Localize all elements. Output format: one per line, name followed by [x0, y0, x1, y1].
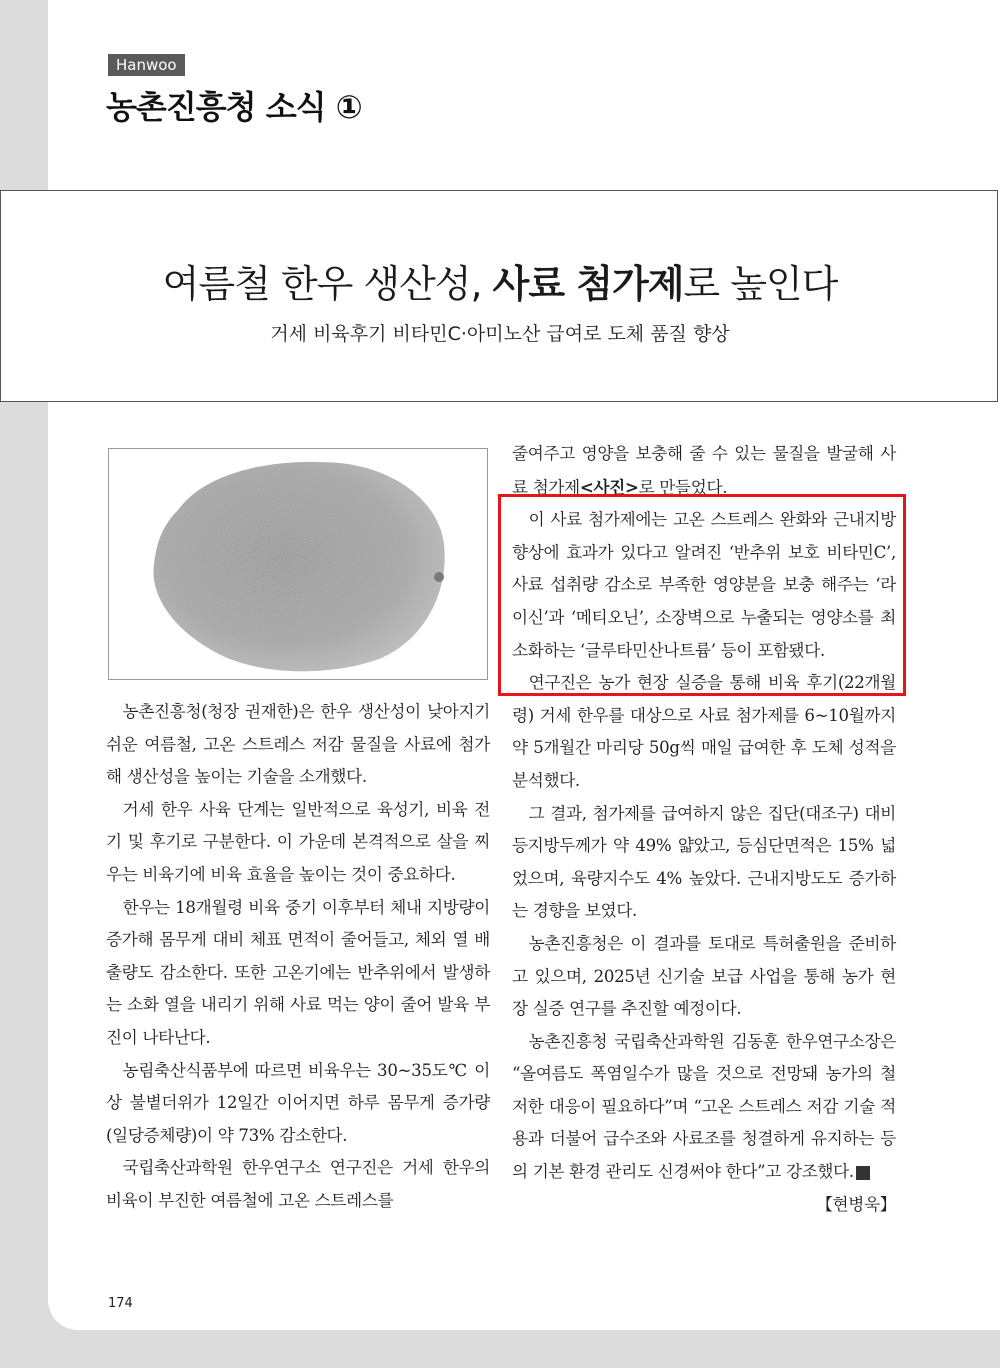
continuation-paragraph [512, 438, 896, 504]
page-number: 174 [108, 1296, 133, 1311]
continuation-end: 로 만들었다. [638, 477, 728, 497]
paragraph: 농촌진흥청은 이 결과를 토대로 특허출원을 준비하고 있으며, 2025년 신기술 보급 사업을 통해 농가 현장 실증 연구를 추진할 예정이다. [512, 933, 896, 1019]
article-end-icon [856, 1166, 870, 1180]
paragraph: 국립축산과학원 한우연구소 연구진은 거세 한우의 비육이 부진한 여름철에 고온 스트레스를 [106, 1158, 490, 1210]
paragraph: 농촌진흥청(청장 권재한)은 한우 생산성이 낮아지기 쉬운 여름철, 고온 스트레스 저감 물질을 사료에 첨가해 생산성을 높이는 기술을 소개했다. [106, 702, 490, 787]
final-text: 농촌진흥청 국립축산과학원 김동훈 한우연구소장은 “올여름도 폭염일수가 많을 것으로 전망돼 농가의 철저한 대응이 필요하다”며 “고온 스트레스 저감 기술 적용과 더불어 급수조와 사료조를 청결하게 유지하는 등의 기본 환경 관리도 신경써야 한다”고 강조했다. [512, 1031, 896, 1182]
paragraph: 연구진은 농가 현장 실증을 통해 비육 후기(22개월령) 거세 한우를 대상으로 사료 첨가제를 6~10월까지 약 5개월간 마리당 50g씩 매일 급여한 후 도체 성적을 분석했다. [512, 673, 896, 790]
section-tag: Hanwoo [108, 54, 185, 76]
headline-bold: 사료 첨가제 [492, 262, 684, 306]
photo-reference: <사진> [579, 476, 639, 497]
headline-post: 로 높인다 [683, 262, 838, 306]
subheadline: 거세 비육후기 비타민C·아미노산 급여로 도체 품질 향상 [270, 323, 730, 345]
headline-box [0, 190, 998, 402]
final-paragraph [512, 1026, 896, 1214]
paragraph: 거세 한우 사육 단계는 일반적으로 육성기, 비육 전기 및 후기로 구분한다. 이 가운데 본격적으로 살을 찌우는 비육기에 비육 효율을 높이는 것이 중요하다. [106, 799, 490, 884]
paragraph: 한우는 18개월령 비육 중기 이후부터 체내 지방량이 증가해 몸무게 대비 체표 면적이 줄어들고, 체외 열 배출량도 감소한다. 또한 고온기에는 반추위에서 발생하는 소화 열을 내리기 위해 사료 먹는 양이 줄어 발육 부진이 나타난다. [106, 897, 490, 1047]
article-left-column [106, 696, 490, 1218]
byline: 【현병욱】 [816, 1194, 896, 1214]
continuation-text: 줄여주고 영양을 보충해 줄 수 있는 물질을 발굴해 사료 첨가제 [512, 444, 896, 497]
paragraph: 그 결과, 첨가제를 급여하지 않은 집단(대조구) 대비 등지방두께가 약 49% 얇았고, 등심단면적은 15% 넓었으며, 육량지수도 4% 높았다. 근내지방도도 증가하는 경향을 보였다. [512, 803, 896, 921]
article-right-column [512, 438, 896, 1221]
headline-pre: 여름철 한우 생산성, [162, 262, 493, 306]
headline [1, 253, 999, 308]
feed-powder-image [109, 449, 488, 680]
feed-additive-photo [108, 448, 488, 680]
highlighted-paragraph: 이 사료 첨가제에는 고온 스트레스 완화와 근내지방 향상에 효과가 있다고 알려진 ‘반추위 보호 비타민C’, 사료 섭취량 감소로 부족한 영양분을 보충 해주는 ‘라이신’과 ‘메티오닌’, 소장벽으로 누출되는 영양소를 최소화하는 ‘글루타민산나트륨’ 등이 포함됐다. [512, 510, 896, 660]
paragraph: 농림축산식품부에 따르면 비육우는 30~35도℃ 이상 불볕더위가 12일간 이어지면 하루 몸무게 증가량(일당증체량)이 약 73% 감소한다. [106, 1060, 490, 1145]
series-title: 농촌진흥청 소식 ① [106, 88, 362, 126]
